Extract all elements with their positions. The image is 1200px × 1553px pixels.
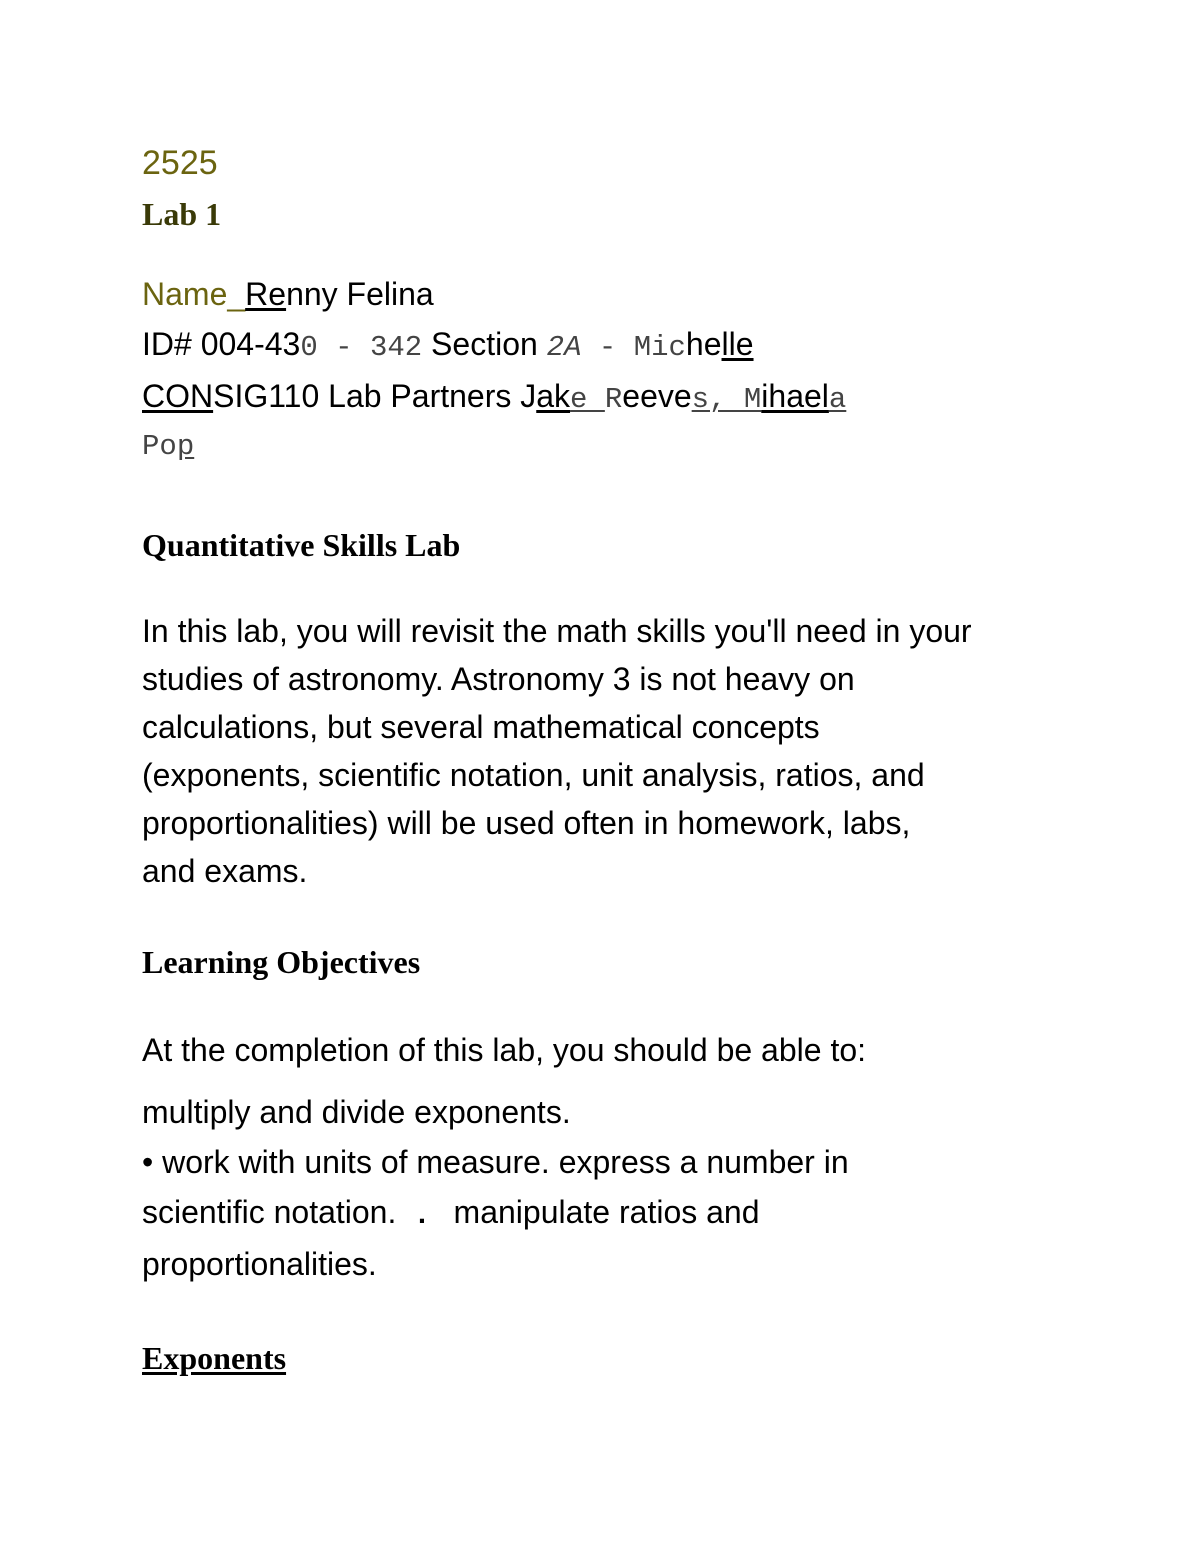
partner-r: R bbox=[604, 383, 623, 416]
instructor-mono: Mic bbox=[633, 331, 686, 364]
section-label: Section bbox=[422, 326, 547, 362]
lab-title: Lab 1 bbox=[142, 196, 222, 232]
objectives-heading: Learning Objectives bbox=[142, 944, 421, 980]
intro-line: studies of astronomy. Astronomy 3 is not heavy on bbox=[142, 661, 855, 697]
intro-paragraph bbox=[142, 607, 972, 895]
partner-s: s, M bbox=[691, 383, 762, 416]
id-mono: 0 - 342 bbox=[300, 331, 423, 364]
objective-line: multiply and divide exponents. bbox=[142, 1094, 571, 1130]
bullet-dot: . bbox=[413, 1199, 431, 1232]
partners-line-2 bbox=[142, 430, 194, 463]
objective-line: • work with units of measure. express a number in bbox=[142, 1144, 849, 1180]
objective-line bbox=[142, 1194, 760, 1232]
partner-a: a bbox=[828, 383, 847, 416]
intro-line: (exponents, scientific notation, unit analysis, ratios, and bbox=[142, 757, 925, 793]
course-number: 2525 bbox=[142, 144, 218, 182]
dash: - bbox=[581, 331, 634, 364]
name-underlined: Re bbox=[245, 276, 287, 312]
name-line bbox=[142, 276, 434, 313]
course-underlined: CON bbox=[142, 378, 214, 414]
name-label: Name_ bbox=[142, 276, 246, 312]
exponents-heading: Exponents bbox=[142, 1340, 287, 1376]
objectives-intro: At the completion of this lab, you should be able to: bbox=[142, 1032, 867, 1068]
id-label: ID# 004-43 bbox=[142, 326, 301, 362]
partner-e: e bbox=[570, 383, 605, 416]
objective-ratios: manipulate ratios and bbox=[453, 1194, 760, 1230]
partner-eeve: eeve bbox=[622, 378, 692, 414]
section-value: 2A bbox=[546, 331, 582, 364]
objective-scientific: scientific notation. bbox=[142, 1194, 397, 1230]
objective-line: proportionalities. bbox=[142, 1246, 377, 1282]
name-rest: nny Felina bbox=[286, 276, 434, 312]
intro-line: and exams. bbox=[142, 853, 308, 889]
course-rest: SIG110 Lab Partners J bbox=[213, 378, 537, 414]
id-section-line bbox=[142, 326, 754, 364]
instructor-underlined: lle bbox=[721, 326, 754, 362]
intro-line: In this lab, you will revisit the math skills you'll need in your bbox=[142, 613, 972, 649]
partner-ak: ak bbox=[536, 378, 571, 414]
quant-heading: Quantitative Skills Lab bbox=[142, 527, 461, 563]
partner-ihael: ihael bbox=[761, 378, 829, 414]
partners-line bbox=[142, 378, 846, 416]
intro-line: proportionalities) will be used often in homework, labs, bbox=[142, 805, 911, 841]
partner-pop: Po bbox=[142, 430, 177, 463]
partner-p: p bbox=[176, 430, 195, 463]
intro-line: calculations, but several mathematical concepts bbox=[142, 709, 820, 745]
instructor-he: he bbox=[685, 326, 722, 362]
